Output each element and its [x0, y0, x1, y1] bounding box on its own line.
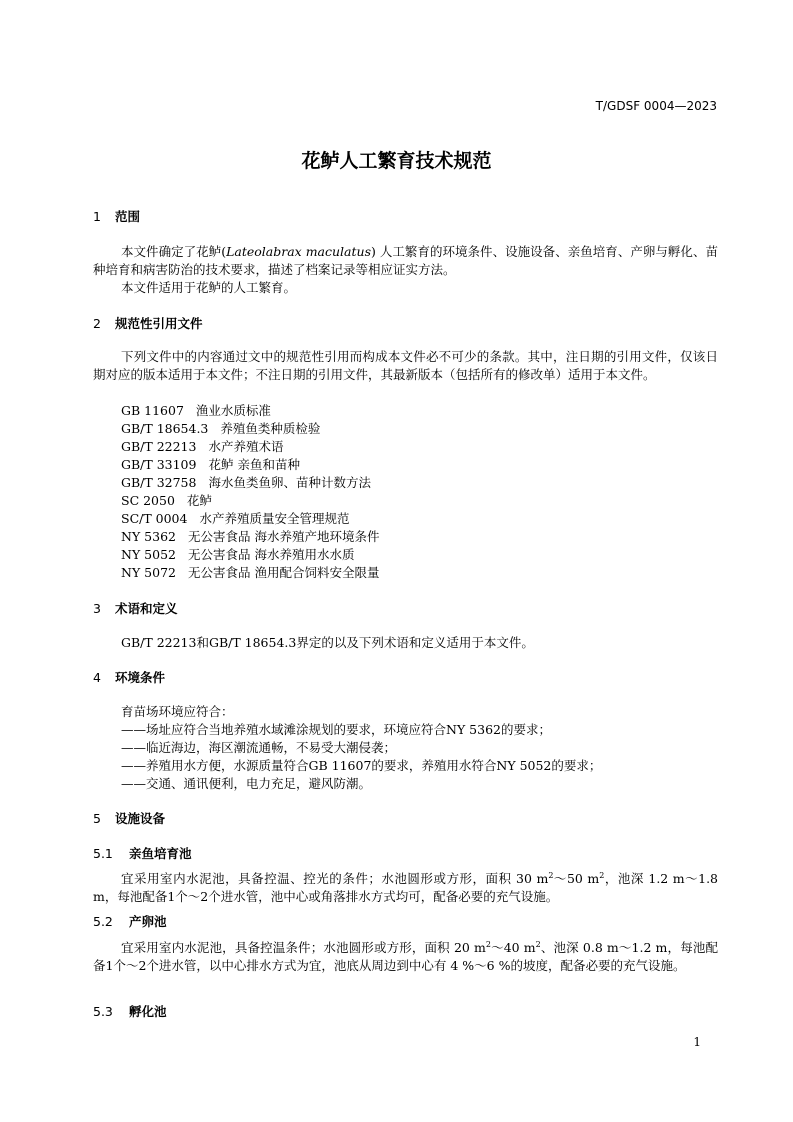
section-heading-4	[93, 669, 165, 687]
reference-code: GB/T 32758	[121, 475, 197, 490]
reference-item	[121, 546, 354, 564]
subsection-heading-5-1	[93, 845, 192, 863]
reference-code: GB 11607	[121, 403, 184, 418]
list-item: ——场址应符合当地养殖水域滩涂规划的要求，环境应符合NY 5362的要求；	[121, 722, 551, 737]
text-part: 宜采用室内水泥池，具备控温条件；水池圆形或方形，面积 20 m	[121, 940, 486, 955]
section-number: 2	[93, 316, 101, 331]
page-number: 1	[693, 1035, 701, 1049]
reference-code: SC/T 0004	[121, 511, 188, 526]
reference-code: NY 5362	[121, 529, 176, 544]
text-part: ～50 m	[553, 871, 600, 886]
section-title: 环境条件	[115, 670, 166, 685]
reference-name: 无公害食品 海水养殖产地环境条件	[187, 529, 380, 544]
list-item: ——临近海边，海区潮流通畅，不易受大潮侵袭；	[121, 740, 397, 755]
reference-code: GB/T 22213	[121, 439, 197, 454]
reference-item	[121, 564, 379, 582]
reference-item	[121, 438, 283, 456]
list-item: ——养殖用水方便，水源质量符合GB 11607的要求，养殖用水符合NY 5052的要求；	[121, 758, 602, 773]
text-part: ～40 m	[490, 940, 536, 955]
section-number: 5	[93, 811, 101, 826]
section-heading-2	[93, 315, 203, 333]
reference-item	[121, 474, 371, 492]
section-title: 规范性引用文件	[115, 316, 203, 331]
subsection-heading-5-3	[93, 1003, 167, 1021]
text-part: 、池深 0.8 m～1.2 m，每池配备1个～2个进水管，以中心排水方式为宜，池底从周边到中心有 4 %～6 %的坡度，配备必要的充气设施。	[93, 940, 718, 973]
reference-name: 花鲈 亲鱼和苗种	[208, 457, 300, 472]
reference-item	[121, 402, 271, 420]
reference-name: 养殖鱼类种质检验	[220, 421, 321, 436]
subsection-title: 亲鱼培育池	[129, 846, 192, 861]
document-code: T/GDSF 0004—2023	[595, 99, 717, 113]
text-part: 宜采用室内水泥池，具备控温、控光的条件；水池圆形或方形，面积 30 m	[121, 871, 549, 886]
superscript: 2	[599, 870, 605, 880]
subsection-title: 孵化池	[129, 1004, 167, 1019]
reference-code: NY 5072	[121, 565, 176, 580]
subsection-number: 5.2	[93, 914, 113, 929]
section-title: 范围	[115, 209, 141, 224]
spawning-pond-paragraph	[93, 939, 718, 975]
reference-name: 花鲈	[186, 493, 212, 508]
reference-name: 水产养殖术语	[208, 439, 284, 454]
reference-name: 无公害食品 海水养殖用水水质	[187, 547, 355, 562]
reference-item	[121, 510, 349, 528]
subsection-heading-5-2	[93, 913, 167, 931]
section-heading-5	[93, 810, 165, 828]
section-number: 4	[93, 670, 101, 685]
reference-name: 无公害食品 渔用配合饲料安全限量	[187, 565, 380, 580]
reference-name: 水产养殖质量安全管理规范	[199, 511, 350, 526]
superscript: 2	[485, 939, 491, 949]
section-title: 设施设备	[115, 811, 166, 826]
section-heading-3	[93, 600, 178, 618]
reference-name: 渔业水质标准	[195, 403, 271, 418]
reference-code: NY 5052	[121, 547, 176, 562]
section-number: 3	[93, 601, 101, 616]
reference-name: 海水鱼类鱼卵、苗种计数方法	[208, 475, 371, 490]
reference-item	[121, 528, 379, 546]
scope-text-a: 本文件确定了花鲈(	[121, 244, 227, 259]
reference-code: SC 2050	[121, 493, 175, 508]
section-number: 1	[93, 209, 101, 224]
text-part: ，池深 1.2 m～1.8 m，每池配备1个～2个进水管，池中心或角落排水方式均可，配备必要的充气设施。	[93, 871, 719, 904]
reference-item	[121, 420, 320, 438]
reference-code: GB/T 18654.3	[121, 421, 209, 436]
subsection-number: 5.1	[93, 846, 113, 861]
reference-item	[121, 492, 212, 510]
list-item: ——交通、通讯便利，电力充足，避风防潮。	[121, 776, 372, 791]
latin-species-name: Lateolabrax maculatus	[226, 244, 371, 259]
superscript: 2	[535, 939, 541, 949]
section-heading-1	[93, 208, 140, 226]
document-title: 花鲈人工繁育技术规范	[301, 150, 492, 172]
normative-references-paragraph: 下列文件中的内容通过文中的规范性引用而构成本文件必不可少的条款。其中，注日期的引用文件，仅该日期对应的版本适用于本文件；不注日期的引用文件，其最新版本（包括所有的修改单）适用于本文件。	[93, 349, 718, 382]
subsection-title: 产卵池	[129, 914, 167, 929]
scope-applicability: 本文件适用于花鲈的人工繁育。	[121, 280, 297, 295]
terms-paragraph: GB/T 22213和GB/T 18654.3界定的以及下列术语和定义适用于本文件。	[121, 635, 534, 650]
reference-item	[121, 456, 300, 474]
environment-intro: 育苗场环境应符合：	[121, 704, 234, 719]
subsection-number: 5.3	[93, 1004, 113, 1019]
reference-code: GB/T 33109	[121, 457, 197, 472]
scope-paragraph	[93, 243, 718, 279]
section-title: 术语和定义	[115, 601, 178, 616]
broodstock-pond-paragraph	[93, 870, 718, 906]
superscript: 2	[548, 870, 554, 880]
scope-text-b: ) 人工繁育的环境条件、设施设备、亲鱼培育、产卵与孵化、苗种培育和病害防治的技术要求，描述了档案记录等相应证实方法。	[93, 244, 718, 277]
